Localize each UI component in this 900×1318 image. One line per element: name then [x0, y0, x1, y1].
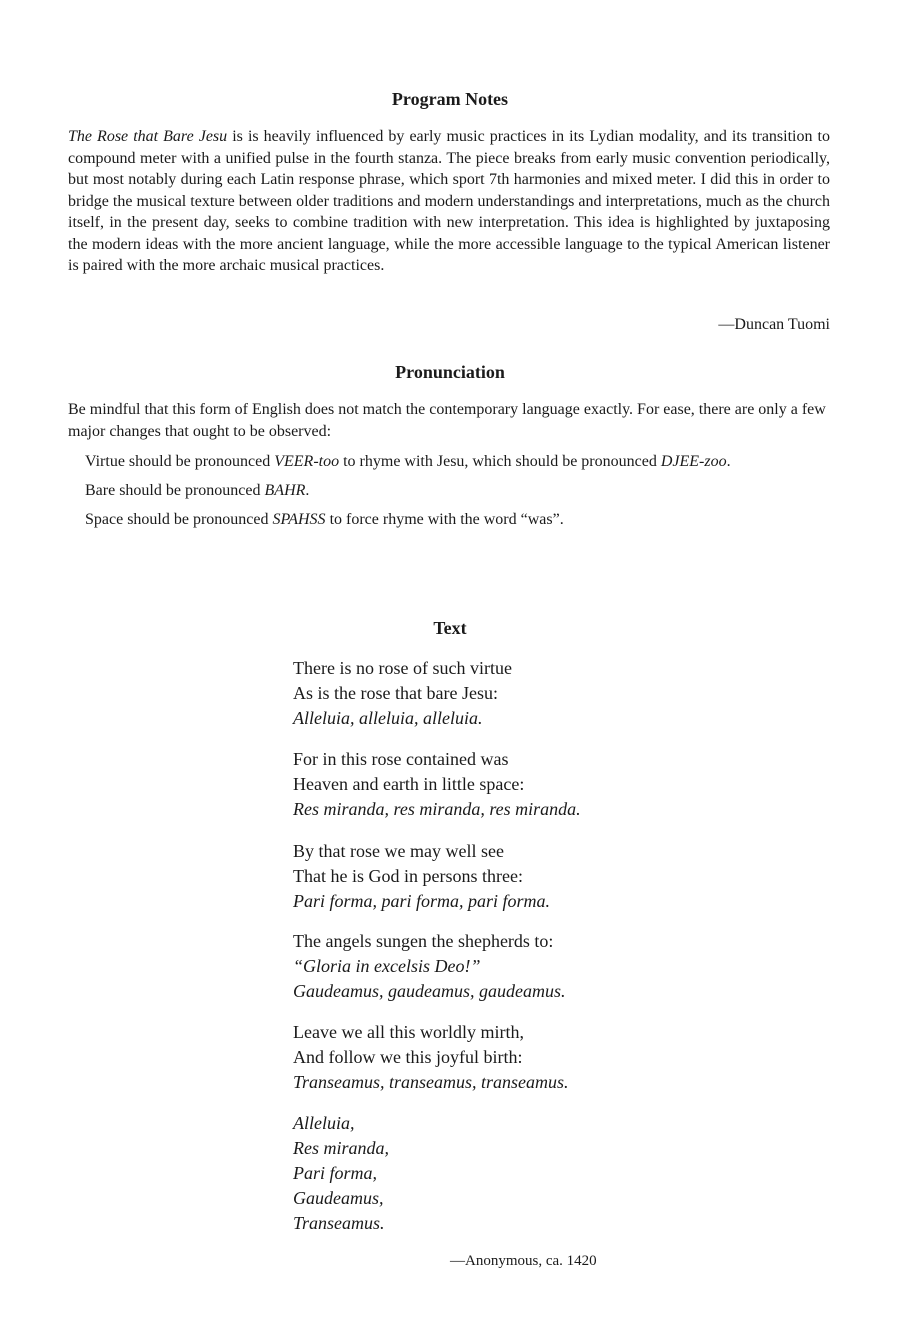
poem-line: And follow we this joyful birth:	[293, 1047, 523, 1067]
pron-text: Bare should be pronounced	[85, 482, 265, 499]
pron-text: Space should be pronounced	[85, 511, 273, 528]
stanza-3	[293, 839, 713, 914]
poem-line: That he is God in persons three:	[293, 866, 523, 886]
stanza-2	[293, 747, 713, 822]
pron-text: to force rhyme with the word “was”.	[325, 511, 564, 528]
pronunciation-heading: Pronunciation	[395, 362, 505, 382]
poem-refrain: Alleluia, alleluia, alleluia.	[293, 708, 483, 728]
stanza-1	[293, 656, 713, 731]
poem-line: The angels sungen the shepherds to:	[293, 931, 554, 951]
program-notes-body	[68, 126, 830, 277]
poem-line: There is no rose of such virtue	[293, 658, 512, 678]
pron-guide: BAHR	[264, 482, 306, 499]
pron-text: to rhyme with Jesu, which should be pronounced	[339, 453, 661, 470]
poem-line: Transeamus.	[293, 1213, 385, 1233]
program-notes-heading: Program Notes	[391, 89, 509, 109]
poem-refrain: Gaudeamus, gaudeamus, gaudeamus.	[293, 981, 566, 1001]
program-notes-signature: —Duncan Tuomi	[718, 316, 830, 333]
pron-guide: VEER-too	[274, 453, 340, 470]
pron-guide: DJEE-zoo	[660, 453, 727, 470]
poem-refrain: Pari forma, pari forma, pari forma.	[293, 891, 551, 911]
poem-refrain: Transeamus, transeamus, transeamus.	[293, 1072, 569, 1092]
poem-line: Alleluia,	[293, 1113, 355, 1133]
poem-line: Heaven and earth in little space:	[293, 774, 525, 794]
piece-title: The Rose that Bare Jesu	[68, 128, 228, 145]
poem-line: For in this rose contained was	[293, 749, 509, 769]
poem-line: Gaudeamus,	[293, 1188, 384, 1208]
poem-line: As is the rose that bare Jesu:	[293, 683, 498, 703]
pronunciation-intro: Be mindful that this form of English does not match the contemporary language exactly. For ease, there are only a few major changes that ought to be observed:	[68, 401, 826, 440]
poem-line: By that rose we may well see	[293, 841, 504, 861]
pronunciation-item-virtue	[85, 452, 830, 472]
pron-text: .	[726, 453, 731, 470]
poem-line: “Gloria in excelsis Deo!”	[293, 956, 481, 976]
program-notes-text: is is heavily influenced by early music practices in its Lydian modality, and its transition to compound meter with a unified pulse in the fourth stanza. The piece breaks from early music convention periodically, but most notably during each Latin response phrase, which sport 7th harmonies and mixed meter. I did this in order to bridge the musical texture between older traditions and modern understandings and interpretations, much as the church itself, in the present day, seeks to combine tradition with new interpretation. This idea is highlighted by juxtaposing the modern ideas with the more ancient language, while the more accessible language to the typical American listener is paired with the more archaic musical practices.	[68, 128, 830, 274]
pron-guide: SPAHSS	[272, 511, 326, 528]
stanza-5	[293, 1020, 713, 1095]
poem-line: Res miranda,	[293, 1138, 389, 1158]
poem-refrain: Res miranda, res miranda, res miranda.	[293, 799, 581, 819]
text-attribution: —Anonymous, ca. 1420	[450, 1253, 597, 1269]
pronunciation-item-space	[85, 510, 830, 530]
stanza-4	[293, 929, 713, 1004]
poem-line: Pari forma,	[293, 1163, 378, 1183]
pronunciation-item-bare	[85, 481, 830, 501]
pron-text: .	[305, 482, 310, 499]
text-heading: Text	[433, 618, 467, 638]
stanza-6	[293, 1111, 713, 1236]
poem-line: Leave we all this worldly mirth,	[293, 1022, 524, 1042]
pron-text: Virtue should be pronounced	[85, 453, 275, 470]
